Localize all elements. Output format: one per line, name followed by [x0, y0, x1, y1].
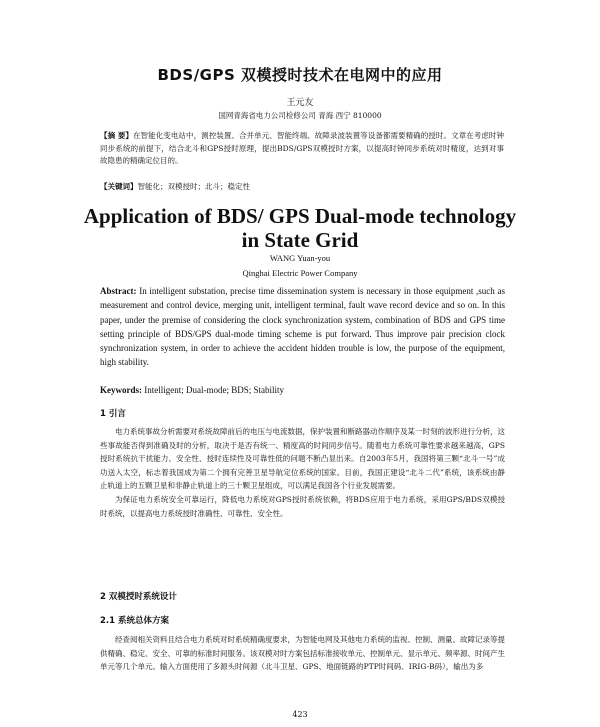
section-1-paragraph-2: 为保证电力系统安全可靠运行，降低电力系统对GPS授时系统依赖，将BDS应用于电力系统，采用GPS/BDS双模授时系统，以提高电力系统授时准确性、可靠性、安全性。: [100, 494, 505, 518]
section-2-1-heading: 2.1 系统总体方案: [100, 616, 170, 626]
section-2-1-body: [100, 633, 505, 674]
section-1-paragraph-1: 电力系统事故分析需要对系统故障前后的电压与电流数据，保护装置和断路器动作顺序及某一时刻的波形进行分析，这些事故能否得到准确及时的分析，取决于是否有统一、精度高的时间同步信号。随着电力系统可靠性要求越来越高，GPS授时系统抗干扰能力、安全性、授时连续性及可靠性低的问题不断凸显出来。自2003年5月，我国将第三颗“北斗一号”成功送入太空，标志着我国成为第二个拥有完善卫星导航定位系统的国家。目前，我国正建设“北斗二代”系统，该系统由静止轨道上的五颗卫星和非静止轨道上的三十颗卫星组成，可以满足我国各个行业发展需要。: [100, 427, 505, 491]
section-2-heading: 2 双模授时系统设计: [100, 592, 177, 602]
chinese-abstract-label: 【摘 要】: [100, 131, 133, 140]
page-number: 423: [292, 710, 308, 719]
english-title-line-1: Application of BDS/ GPS Dual-mode technology: [83, 204, 517, 228]
chinese-keywords: [100, 181, 504, 192]
english-abstract-text: In intelligent substation, precise time dissemination system is necessary in those equipment ,such as measurement and control device, merging unit, intelligent terminal, fault wave record device and so on. In this paper, under the premise of considering the clock synchronization system, combination of BDS and GPS time setting principle of BDS/GPS dual-mode timing scheme is put forward. Thus improve pair precision clock synchronization system, in order to achieve the accident hidden trouble is low, the purpose of the equipment, high stability.: [100, 286, 505, 368]
english-title-line-2: in State Grid: [241, 228, 359, 252]
english-abstract-label: Abstract:: [100, 286, 137, 296]
chinese-keywords-label: 【关键词】: [100, 182, 138, 191]
chinese-abstract: [100, 130, 504, 168]
section-1-heading: 1 引言: [100, 409, 126, 419]
section-2-1-paragraph-1: 经查阅相关资料且结合电力系统对时系统精确度要求，为智能电网及其他电力系统的监视、控制、测量、故障记录等提供精确、稳定、安全、可靠的标准时间服务。该双模对时方案包括标准接收单元、控制单元、显示单元、频率源、时间产生单元等几个单元。输入方面使用了多源头时间源（北斗卫星、GPS、地面链路的PTP时间码、IRIG-B码），输出为多: [100, 635, 505, 672]
english-keywords: [100, 385, 505, 395]
english-keywords-text: Intelligent; Dual-mode; BDS; Stability: [144, 385, 284, 395]
chinese-author: 王元友: [286, 98, 314, 108]
english-keywords-label: Keywords:: [100, 385, 142, 395]
chinese-abstract-text: 在智能化变电站中，测控装置、合并单元、智能终端、故障录波装置等设备都需要精确的授时。文章在考虑时钟同步系统的前提下，结合北斗和GPS授时原理，提出BDS/GPS双模授时方案，以提高时钟同步系统对时精度，达到对事故隐患的精确定位目的。: [100, 131, 504, 165]
english-author: WANG Yuan-you: [269, 253, 331, 263]
english-title: [0, 204, 600, 252]
chinese-keywords-text: 智能化；双模授时；北斗；稳定性: [137, 182, 250, 191]
section-1-body: [100, 425, 505, 520]
english-abstract: [100, 284, 505, 370]
english-affiliation: Qinghai Electric Power Company: [242, 268, 358, 278]
chinese-affiliation: 国网青海省电力公司检修公司 青海 西宁 810000: [218, 111, 382, 120]
chinese-title: BDS/GPS 双模授时技术在电网中的应用: [157, 66, 443, 84]
